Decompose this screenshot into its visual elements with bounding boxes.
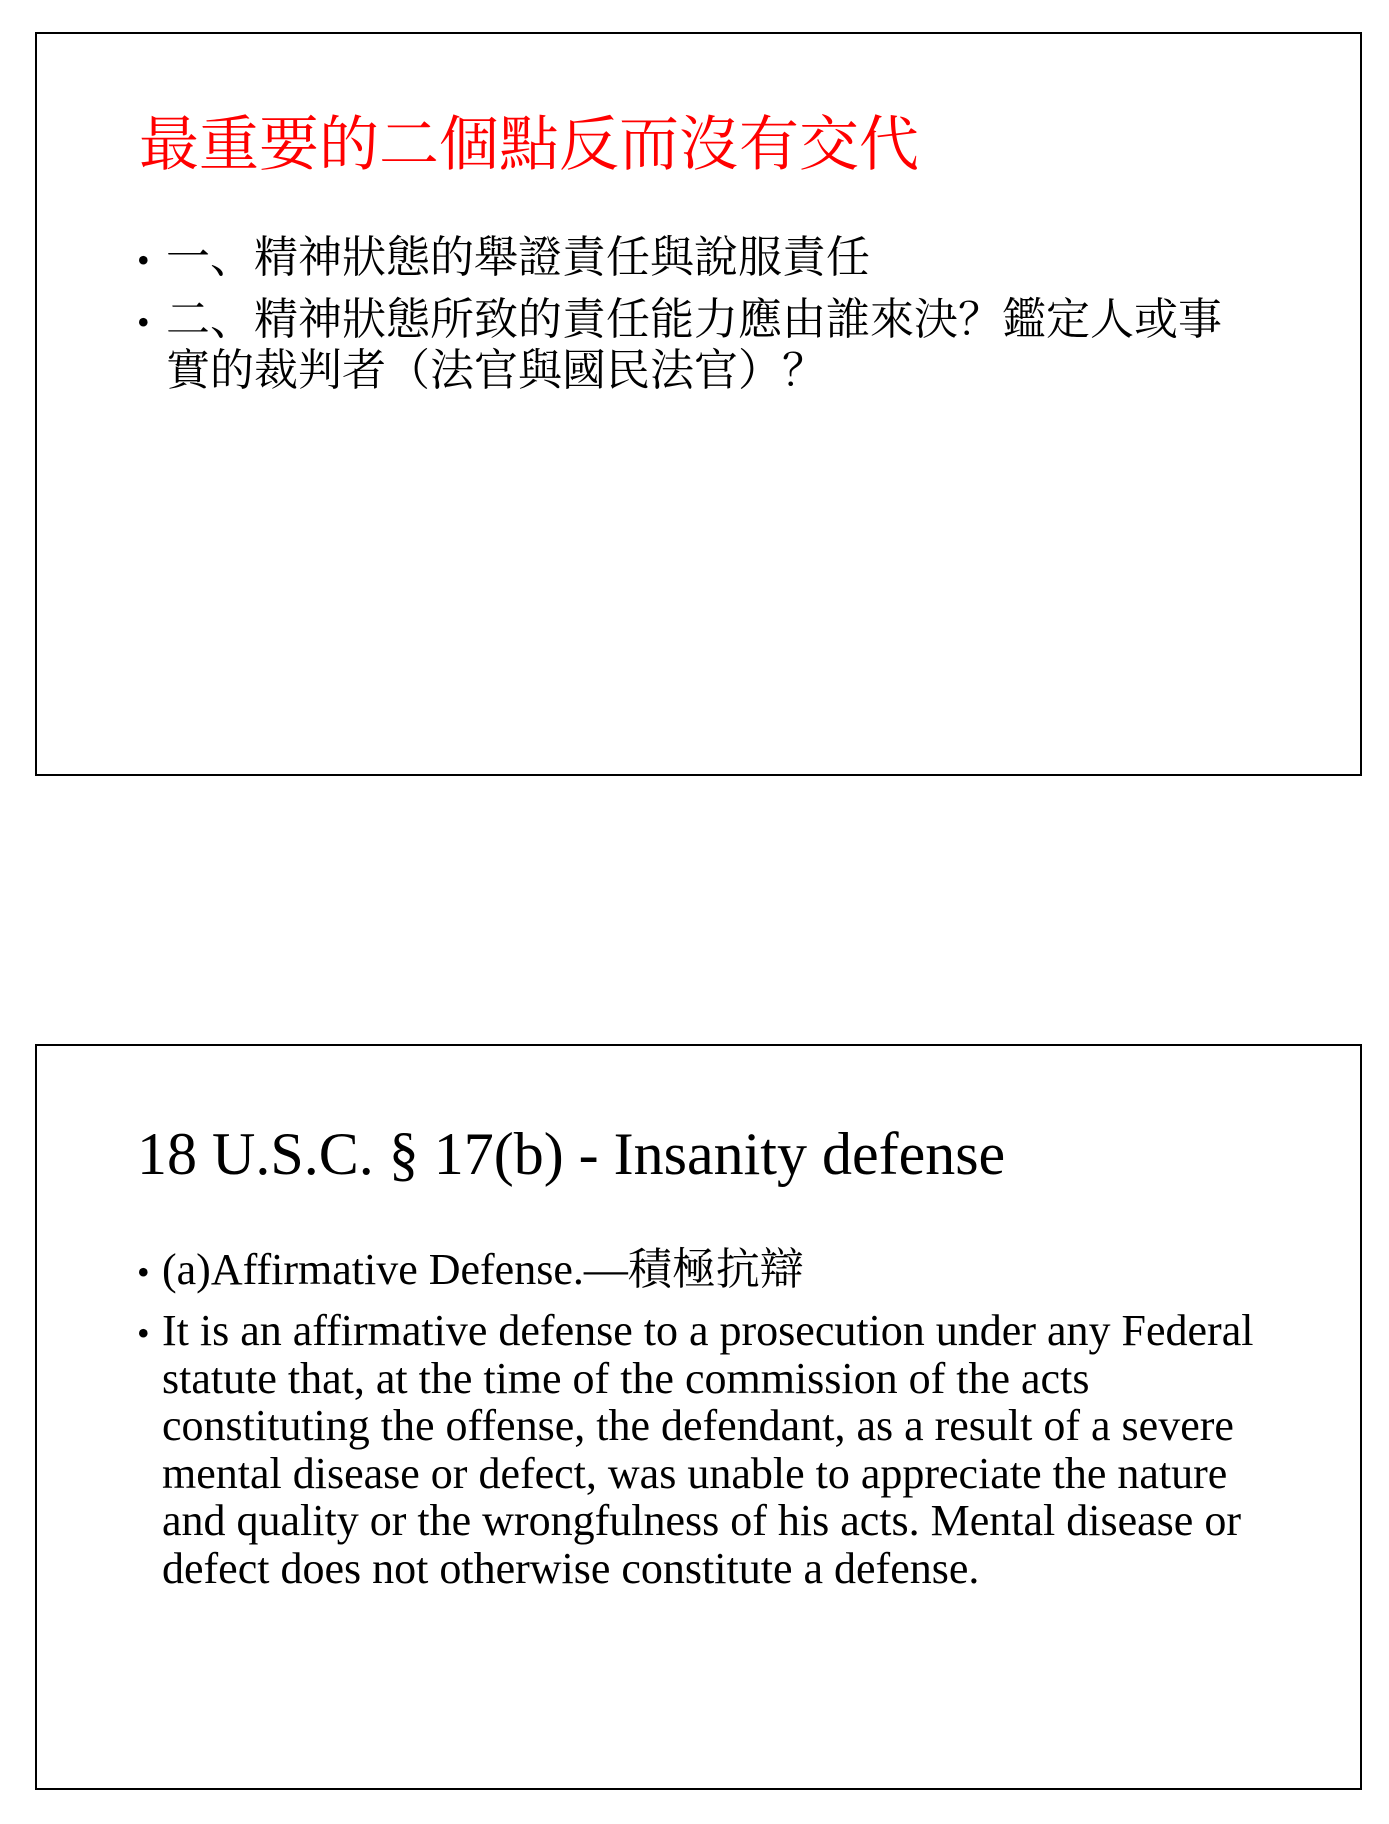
slide-1 <box>35 32 1362 776</box>
slide-1-title: 最重要的二個點反而沒有交代 <box>139 112 919 178</box>
slide-2-bullet-2 <box>137 1307 1277 1592</box>
bullet-marker: • <box>137 1313 150 1353</box>
bullet-marker: • <box>137 1252 150 1292</box>
bullet-text-line: 二、精神狀態所致的責任能力應由誰來決？鑑定人或事 <box>166 295 1222 344</box>
bullet-text: (a)Affirmative Defense.—積極抗辯 <box>162 1245 804 1294</box>
slide-2-title: 18 U.S.C. § 17(b) - Insanity defense <box>137 1121 1006 1187</box>
slide-1-bullet-2 <box>137 294 1222 396</box>
slide-1-bullet-1 <box>137 232 870 286</box>
slide-2 <box>35 1044 1362 1790</box>
bullet-marker: • <box>137 302 150 342</box>
bullet-paragraph: It is an affirmative defense to a prosecution under any Federal statute that, at the time of the commission of the acts constituting the offense, the defendant, as a result of a severe mental disease or defect, was unable to appreciate the nature and quality or the wrongfulness of his acts. Mental disease or defect does not otherwise constitute a defense. <box>162 1306 1254 1593</box>
bullet-text-line: 實的裁判者（法官與國民法官）？ <box>166 346 826 395</box>
bullet-text <box>166 294 1222 396</box>
bullet-marker: • <box>137 240 150 280</box>
slide-2-bullet-1 <box>137 1246 804 1297</box>
bullet-text: 一、精神狀態的舉證責任與說服責任 <box>166 233 870 282</box>
